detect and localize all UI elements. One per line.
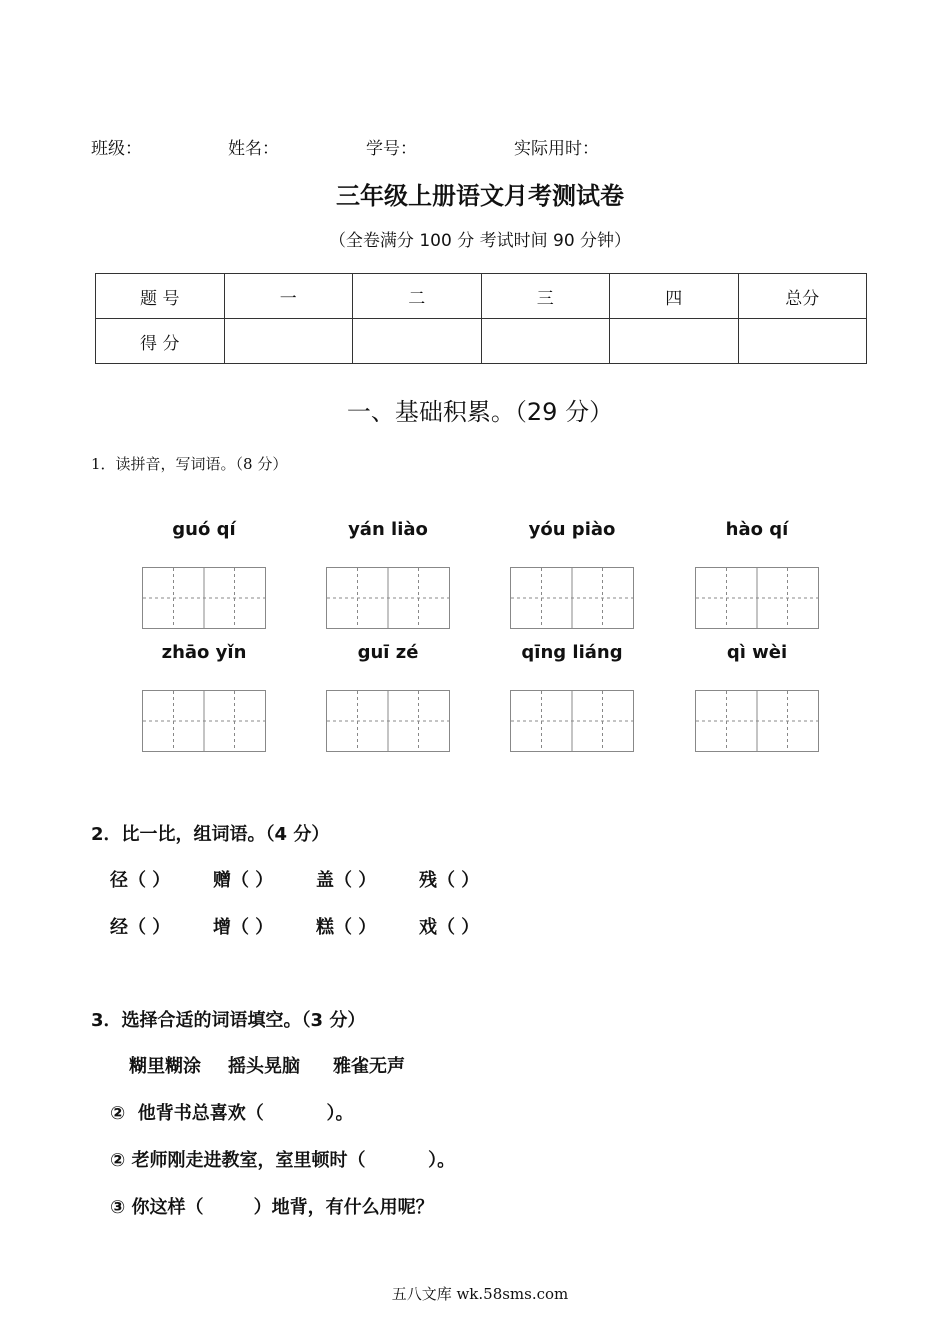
compare-item: 增（ ） xyxy=(213,917,274,938)
page-subtitle: （全卷满分 100 分 考试时间 90 分钟） xyxy=(328,231,632,251)
compare-item: 赠（ ） xyxy=(213,870,274,891)
question-1-title: 1．读拼音，写词语。（8 分） xyxy=(91,455,288,473)
sentence-3: ③ 你这样（ ）地背，有什么用呢？ xyxy=(110,1197,434,1218)
score-table-score-row xyxy=(96,319,867,364)
writing-grid[interactable] xyxy=(695,567,819,629)
question-3-title: 3．选择合适的词语填空。（3 分） xyxy=(91,1010,366,1031)
compare-item: 经（ ） xyxy=(110,917,171,938)
word-option: 摇头晃脑 xyxy=(228,1056,300,1077)
pinyin-label: guó qí xyxy=(172,519,236,540)
score-table-header-row xyxy=(96,274,867,319)
class-label: 班级： xyxy=(91,139,142,159)
score-table-cell: 一 xyxy=(224,274,353,319)
sentence-1: ② 他背书总喜欢（ ）。 xyxy=(110,1103,354,1124)
score-blank-cell[interactable] xyxy=(353,319,482,364)
question-2-title: 2．比一比，组词语。（4 分） xyxy=(91,824,330,845)
score-table-cell: 题 号 xyxy=(96,274,225,319)
pinyin-label: qīng liáng xyxy=(521,642,623,663)
writing-grid[interactable] xyxy=(142,567,266,629)
compare-item: 盖（ ） xyxy=(316,870,377,891)
pinyin-label: qì wèi xyxy=(726,642,788,663)
footer-watermark: 五八文库 wk.58sms.com xyxy=(391,1285,569,1303)
section-1-title: 一、基础积累。（29 分） xyxy=(346,398,614,426)
sentence-2: ② 老师刚走进教室，室里顿时（ ）。 xyxy=(110,1150,456,1171)
score-row-label: 得 分 xyxy=(96,319,225,364)
pinyin-label: guī zé xyxy=(357,642,419,663)
word-option: 糊里糊涂 xyxy=(129,1056,201,1077)
pinyin-label: yán liào xyxy=(348,519,428,540)
writing-grid[interactable] xyxy=(326,690,450,752)
name-label: 姓名： xyxy=(228,139,279,159)
compare-item: 残（ ） xyxy=(419,870,480,891)
student-id-label: 学号： xyxy=(366,139,417,159)
score-table-cell: 三 xyxy=(481,274,610,319)
score-blank-cell[interactable] xyxy=(224,319,353,364)
writing-grid[interactable] xyxy=(326,567,450,629)
pinyin-label: hào qí xyxy=(725,519,789,540)
writing-grid[interactable] xyxy=(510,567,634,629)
score-blank-cell[interactable] xyxy=(481,319,610,364)
writing-grid[interactable] xyxy=(695,690,819,752)
pinyin-label: zhāo yǐn xyxy=(161,642,247,663)
writing-grid[interactable] xyxy=(142,690,266,752)
compare-item: 戏（ ） xyxy=(419,917,480,938)
score-blank-cell[interactable] xyxy=(738,319,867,364)
word-option: 雅雀无声 xyxy=(333,1056,405,1077)
score-table-cell: 二 xyxy=(353,274,482,319)
score-blank-cell[interactable] xyxy=(610,319,739,364)
score-table xyxy=(95,273,867,364)
time-used-label: 实际用时： xyxy=(514,139,599,159)
score-table-cell: 四 xyxy=(610,274,739,319)
score-table-cell: 总分 xyxy=(738,274,867,319)
compare-item: 糕（ ） xyxy=(316,917,377,938)
writing-grid[interactable] xyxy=(510,690,634,752)
compare-item: 径（ ） xyxy=(110,870,171,891)
pinyin-label: yóu piào xyxy=(528,519,616,540)
page-title: 三年级上册语文月考测试卷 xyxy=(336,182,624,210)
